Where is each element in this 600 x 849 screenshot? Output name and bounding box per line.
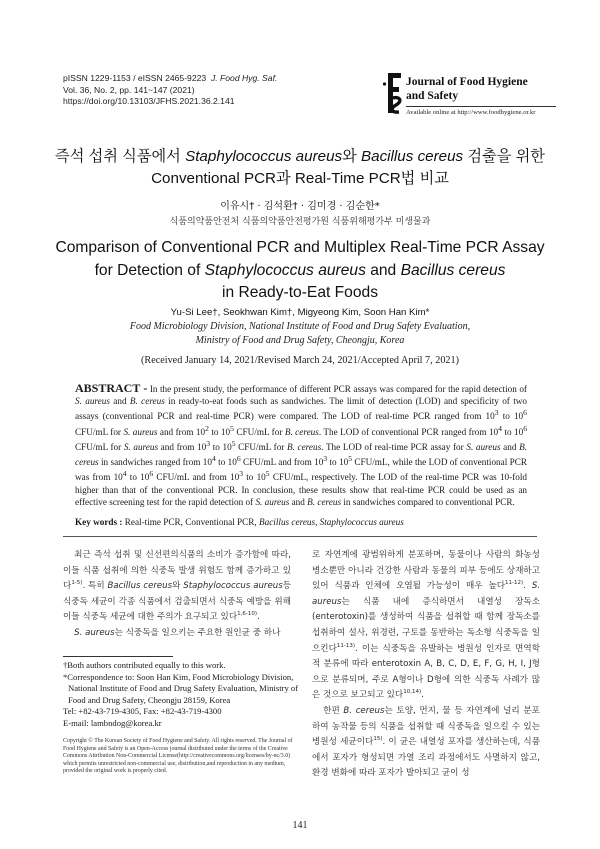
footnotes [63, 660, 299, 730]
journal-header-rule [406, 106, 556, 107]
abstract-heading: ABSTRACT - [75, 381, 148, 395]
english-affiliation [20, 320, 580, 347]
body-paragraph: 최근 즉석 섭취 및 신선편의식품의 소비가 증가함에 따라, 이들 식품 섭취에 의한 식중독 발생 위험도 함께 증가하고 있다$^{1-5)}$. 특히 Bacillus cereus와 Staphylococcus aureus등 식중독 세균이 각종 식품에서 검출되면서 식중독 예방을 위해 이들 식중독 세균에 대한 주의가 요구되고 있다$^{1,6-10)}$. [63, 550, 291, 623]
body-paragraph: 로 자연계에 광범위하게 분포하며, 동물이나 사람의 화농성 병소뿐만 아니라 건강한 사람과 동물의 피부 등에도 상재하고 있어 식품과 인체에 오염될 가능성이 매우 높다$^{11-12)}$. S. aureus는 식품 내에 증식하면서 내열성 장독소(enterotoxin)를 생성하여 식품을 섭취할 때 함께 장독소를 섭취하여 설사, 위경련, 구토를 동반하는 독소형 식중독을 일으킨다$^{11-13)}$. 이는 식중독을 유발하는 병원성 인자로 면역학적 분류에 따라 enterotoxin A, B, C, D, E, F, G, H, I, J형으로 분류되며, 주로 A형이나 D형에 의한 식중독 사례가 많은 것으로 보고되고 있다$^{10,14)}$. [312, 550, 540, 701]
volume-line: Vol. 36, No. 2, pp. 141~147 (2021) [63, 84, 195, 95]
issn-line [63, 73, 363, 85]
right-column-body [312, 548, 540, 782]
footnote-correspondence: *Correspondence to: Soon Han Kim, Food Microbiology Division, National Institute of Food and Drug Safety Evaluation, Ministry of Food and Drug Safety, Cheongju 28159, Korea Tel: +82-43-719-4305, Fax: +82-43-719-4300 E-mail: lambndog@korea.kr [63, 671, 299, 728]
abstract-divider [63, 536, 537, 537]
journal-name-line2: and Safety [406, 90, 459, 102]
english-authors: Yu-Si Lee†, Seokhwan Kim†, Migyeong Kim, Soon Han Kim* [170, 307, 430, 318]
body-paragraph: 한편 B. cereus는 토양, 먼지, 물 등 자연계에 널리 분포하여 농작물 등의 식품을 섭취할 때 식중독을 일으킬 수 있는 병원성 세균이다$^{15)}$. 이 균은 내열성 포자를 생산하는데, 식품에서 포자가 형성되면 가열 조리 과정에서도 사멸하지 않고, 환경 변화에 따라 포자가 발아되고 균이 성 [312, 705, 541, 779]
keywords: Key words : Real-time PCR, Conventional PCR, Bacillus cereus, Staphylococcus aureus [75, 517, 404, 527]
issn: pISSN 1229-1153 / eISSN 2465-9223 [63, 73, 207, 83]
title-species-2: Bacillus cereus [361, 148, 464, 165]
english-affiliation-line2: Ministry of Food and Drug Safety, Cheongju, Korea [195, 334, 405, 346]
korean-affiliation: 식품의약품안전처 식품의약품안전평가원 식품위해평가부 미생물과 [169, 217, 431, 227]
journal-url[interactable]: Available online at http://www.foodhygiene.or.kr [406, 109, 536, 116]
journal-name [406, 75, 566, 103]
english-title [20, 237, 580, 305]
abstract: ABSTRACT - In the present study, the performance of different PCR assays was compared for the rapid detection of S. aureus and B. cereus in ready-to-eat foods such as sandwiches. The limit of detection (LOD) and specificity of two assays (conventional PCR and real-time PCR) were compared. The LOD of real-time PCR ranged from $10^3$ to $10^6$ CFU/mL for S. aureus and from $10^2$ to $10^5$ CFU/mL for B. cereus. The LOD of conventional PCR ranged from $10^4$ to $10^6$ CFU/mL for S. aureus and from $10^3$ to $10^5$ CFU/mL for B. cereus. The LOD of real-time PCR assay for S. aureus and B. cereus in sandwiches ranged from $10^4$ to $10^6$ CFU/mL and from $10^3$ to $10^5$ CFU/mL, while the LOD of conventional PCR was from $10^4$ to $10^6$ CFU/mL and from $10^3$ to $10^5$ CFU/mL, respectively. The LOD of the real-time PCR was 10-fold higher than that of the conventional PCR. In conclusion, these results show that real-time PCR could be used as an effective screening test for the rapid detection of S. aureus and B. cereus in sandwiches compared to conventional PCR. [75, 381, 528, 507]
footnote-divider [63, 656, 173, 657]
journal-name-line1: Journal of Food Hygiene [406, 76, 528, 88]
journal-metadata [63, 73, 363, 108]
english-title-line1: Comparison of Conventional PCR and Multiplex Real-Time PCR Assay [55, 239, 545, 256]
left-column-body [63, 548, 291, 642]
received-dates: (Received January 14, 2021/Revised March 24, 2021/Accepted April 7, 2021) [141, 355, 459, 366]
footnote-equal-contribution: †Both authors contributed equally to this work. [63, 660, 226, 670]
page-number: 141 [292, 820, 308, 831]
english-title-line2: for Detection of Staphylococcus aureus and Bacillus cereus [94, 261, 506, 279]
keywords-label: Key words : [75, 517, 123, 527]
journal-abbrev: J. Food Hyg. Saf. [210, 73, 278, 83]
english-title-line3: in Ready-to-Eat Foods [221, 284, 378, 301]
korean-authors: 이유시† · 김석환† · 김미경 · 김순한* [220, 201, 380, 212]
copyright-notice: Copyright © The Korean Society of Food Hygiene and Safety. All rights reserved. The Journal of Food Hygiene and Safety is an Open-Access journal distributed under the terms of the Creative Commons Attribution Non-Commercial License(http://creativecommons.org/licenses/by-nc/3.0) which permits unrestricted non-commercial use, distribution,and reproduction in any medium, provided the original work is properly cited. [63, 738, 293, 775]
korean-title [20, 146, 580, 190]
korean-title-line2: Conventional PCR과 Real-Time PCR법 비교 [151, 170, 449, 187]
title-species-1: Staphylococcus aureus [185, 148, 343, 165]
english-affiliation-line1: Food Microbiology Division, National Institute of Food and Drug Safety Evaluation, [129, 321, 471, 332]
body-paragraph: S. aureus는 식중독을 일으키는 주요한 원인균 중 하나 [74, 627, 281, 638]
correspondence-email[interactable]: E-mail: lambndog@korea.kr [63, 717, 162, 728]
journal-logo-icon [382, 72, 404, 114]
doi-link[interactable]: https://doi.org/10.13103/JFHS.2021.36.2.141 [63, 96, 235, 107]
korean-title-line1: 즉석 섭취 식품에서 Staphylococcus aureus와 Bacillus cereus 검출을 위한 [55, 148, 545, 165]
